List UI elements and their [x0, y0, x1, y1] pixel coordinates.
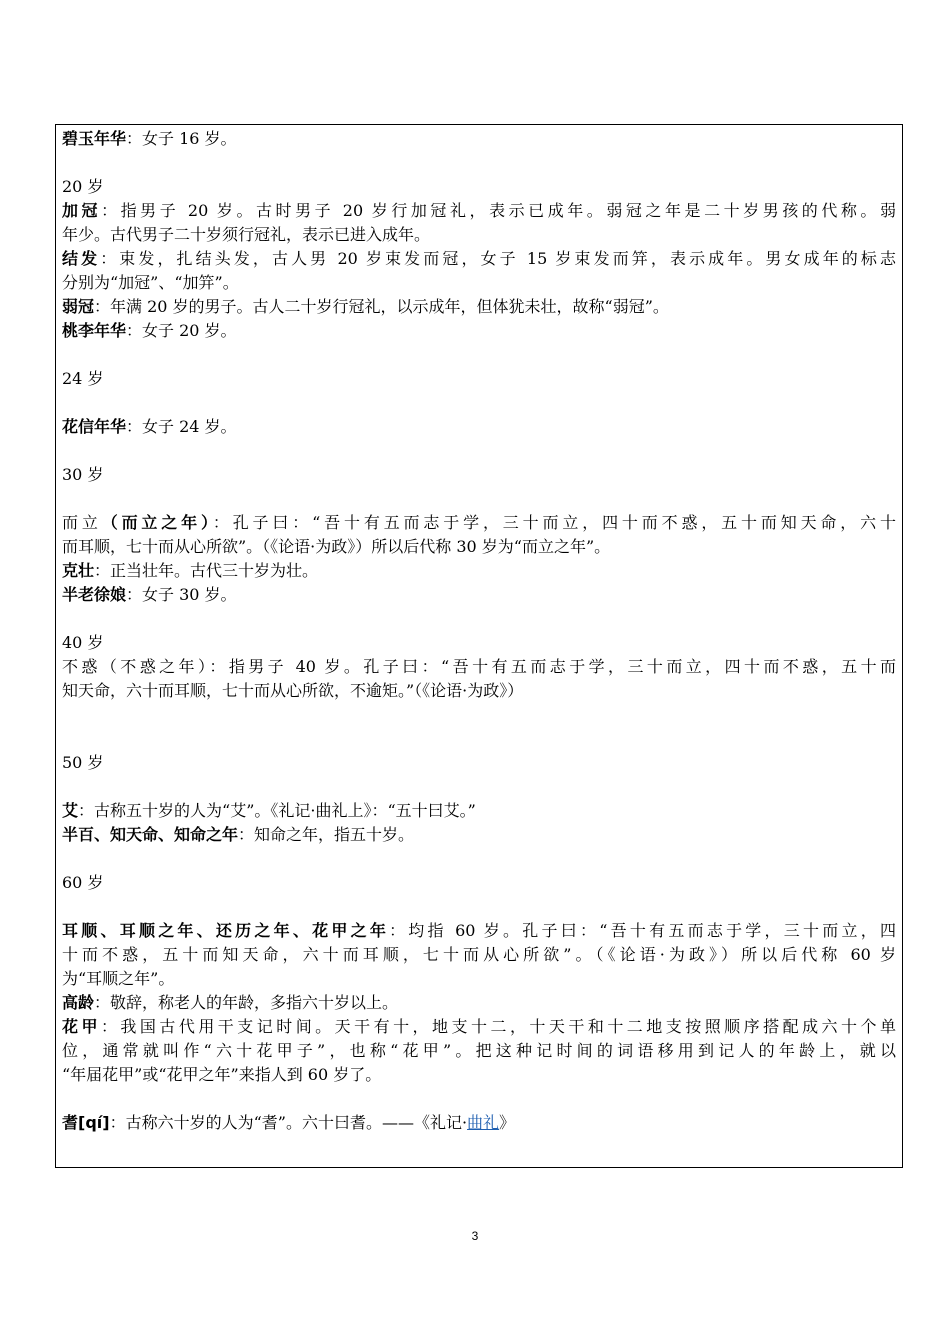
definition: ：正当壮年。古代三十岁为壮。: [94, 561, 319, 580]
entry-ershun: [62, 919, 896, 943]
term: 桃李年华: [62, 321, 127, 340]
entry-erli-cont: 而耳顺，七十而从心所欲”。（《论语·为政》）所以后代称 30 岁为“而立之年”。: [62, 537, 611, 556]
spacer: [62, 391, 896, 415]
entry-gaoling: [62, 991, 896, 1015]
definition: ：女子 24 岁。: [126, 417, 237, 436]
entry-ershun-cont: 十而不惑，五十而知天命，六十而耳顺，七十而从心所欲”。（《论语·为政》）所以后代称 60 岁: [62, 945, 896, 964]
definition: ：均指 60 岁。孔子曰：“吾十有五而志于学，三十而立，四: [389, 921, 896, 940]
definition: ：女子 30 岁。: [126, 585, 237, 604]
entry-kezhuang: [62, 559, 896, 583]
section-heading-20: 20 岁: [62, 177, 104, 196]
spacer: [62, 439, 896, 463]
spacer: [62, 487, 896, 511]
spacer: [62, 151, 896, 175]
entry-jiefa: [62, 247, 896, 271]
term-plain: 而立: [62, 513, 102, 532]
term: （而立之年）: [101, 513, 213, 532]
spacer: [62, 775, 896, 799]
spacer: [62, 895, 896, 919]
spacer: [62, 703, 896, 751]
term: 耆[qí]: [62, 1113, 110, 1132]
definition: ：指男子 20 岁。古时男子 20 岁行加冠礼，表示已成年。弱冠之年是二十岁男孩的代称。弱: [101, 201, 896, 220]
section-heading-40: 40 岁: [62, 633, 104, 652]
term: 结发: [62, 249, 101, 268]
entry-jiefa-cont: 分别为“加冠”、“加笄”。: [62, 273, 239, 292]
content-table-cell: [55, 124, 903, 1168]
section-heading-30: 30 岁: [62, 465, 104, 484]
definition: ：敬辞，称老人的年龄，多指六十岁以上。: [94, 993, 399, 1012]
entry-erli: [62, 511, 896, 535]
entry-taoli: [62, 319, 896, 343]
entry-jiaguan: [62, 199, 896, 223]
section-heading-60: 60 岁: [62, 873, 104, 892]
term: 耳顺、耳顺之年、还历之年、花甲之年: [62, 921, 390, 940]
term: 半老徐娘: [62, 585, 127, 604]
entry-ruoguan: [62, 295, 896, 319]
spacer: [62, 343, 896, 367]
entry-jiaguan-cont: 年少。古代男子二十岁须行冠礼，表示已进入成年。: [62, 225, 431, 244]
term: 加冠: [62, 201, 102, 220]
quli-link[interactable]: 曲礼: [467, 1113, 500, 1132]
definition: ：古称六十岁的人为“耆”。六十曰耆。——《礼记·: [109, 1113, 468, 1132]
definition: ：女子 16 岁。: [126, 129, 237, 148]
definition: ：孔子曰：“吾十有五而志于学，三十而立，四十而不惑，五十而知天命，六十: [212, 513, 896, 532]
term: 弱冠: [62, 297, 95, 316]
term: 半百、知天命、知命之年: [62, 825, 239, 844]
definition: ：我国古代用干支记时间。天干有十，地支十二，十天干和十二地支按照顺序搭配成六十个单: [100, 1017, 896, 1036]
entry-banbai: [62, 823, 896, 847]
entry-ai: [62, 799, 896, 823]
section-heading-50: 50 岁: [62, 753, 104, 772]
spacer: [62, 847, 896, 871]
entry-buhuo: 不惑（不惑之年）：指男子 40 岁。孔子曰：“吾十有五而志于学，三十而立，四十而不惑，五十而: [62, 657, 896, 676]
definition: ：知命之年，指五十岁。: [238, 825, 415, 844]
definition: ：束发，扎结头发，古人男 20 岁束发而冠，女子 15 岁束发而笄，表示成年。男女成年的标志: [100, 249, 896, 268]
entry-biyu: [62, 127, 896, 151]
spacer: [62, 1087, 896, 1111]
entry-huaxin: [62, 415, 896, 439]
entry-huajia-cont: 位，通常就叫作“六十花甲子”，也称“花甲”。把这种记时间的词语移用到记人的年龄上，就以: [62, 1041, 896, 1060]
entry-huajia: [62, 1015, 896, 1039]
entry-qi: [62, 1111, 896, 1135]
entry-banlao: [62, 583, 896, 607]
spacer: [62, 607, 896, 631]
term: 碧玉年华: [62, 129, 127, 148]
definition: ：女子 20 岁。: [126, 321, 237, 340]
term: 高龄: [62, 993, 95, 1012]
term: 艾: [62, 801, 79, 820]
definition-end: 》: [499, 1113, 516, 1132]
entry-huajia-cont2: “年届花甲”或“花甲之年”来指人到 60 岁了。: [62, 1065, 382, 1084]
entry-buhuo-cont: 知天命，六十而耳顺，七十而从心所欲，不逾矩。”（《论语·为政》）: [62, 681, 524, 700]
term: 花信年华: [62, 417, 127, 436]
page-number: 3: [471, 1229, 479, 1243]
entry-ershun-cont2: 为“耳顺之年”。: [62, 969, 175, 988]
definition: ：年满 20 岁的男子。古人二十岁行冠礼，以示成年，但体犹未壮，故称“弱冠”。: [94, 297, 669, 316]
section-heading-24: 24 岁: [62, 369, 104, 388]
term: 克壮: [62, 561, 95, 580]
term: 花甲: [62, 1017, 101, 1036]
definition: ：古称五十岁的人为“艾”。《礼记·曲礼上》：“五十曰艾。”: [78, 801, 476, 820]
